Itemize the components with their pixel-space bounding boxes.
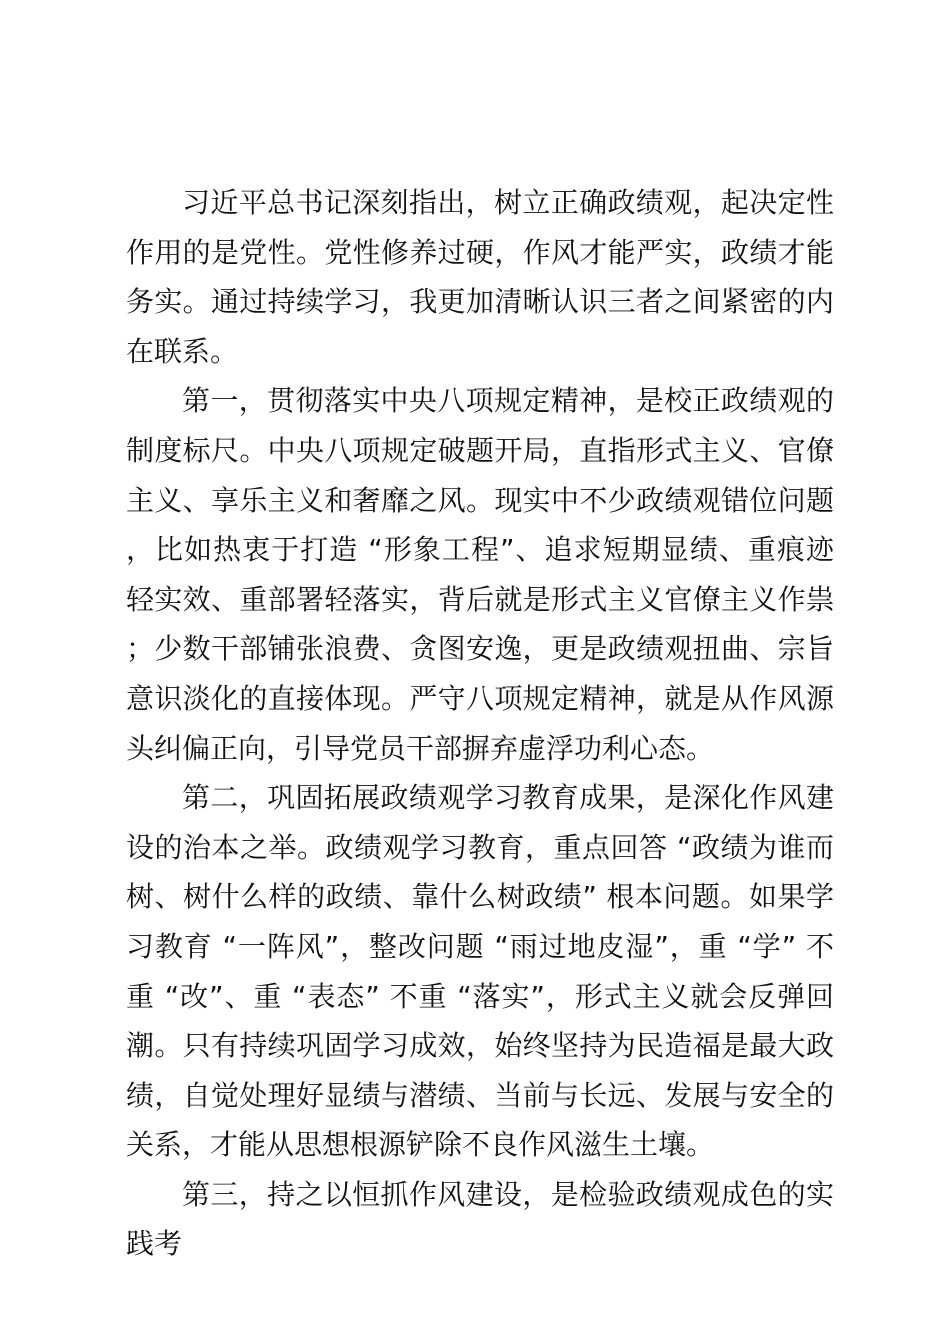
paragraph-third-point: 第三，持之以恒抓作风建设，是检验政绩观成色的实践考: [126, 1177, 834, 1261]
paragraph-first-point: 第一，贯彻落实中央八项规定精神，是校正政绩观的制度标尺。中央八项规定破题开局，直指形式主义、官僚主义、享乐主义和奢靡之风。现实中不少政绩观错位问题，比如热衷于打造 “形象工程”、追求短期显绩、重痕迹轻实效、重部署轻落实，背后就是形式主义官僚主义作祟；少数干部铺张浪费、贪图安逸，更是政绩观扭曲、宗旨意识淡化的直接体现。严守八项规定精神，就是从作风源头纠偏正向，引导党员干部摒弃虚浮功利心态。: [126, 384, 834, 765]
paragraph-second-point: 第二，巩固拓展政绩观学习教育成果，是深化作风建设的治本之举。政绩观学习教育，重点回答 “政绩为谁而树、树什么样的政绩、靠什么树政绩” 根本问题。如果学习教育 “一阵风”，整改问题 “雨过地皮湿”，重 “学” 不重 “改”、重 “表态” 不重 “落实”，形式主义就会反弹回潮。只有持续巩固学习成效，始终坚持为民造福是最大政绩，自觉处理好显绩与潜绩、当前与长远、发展与安全的关系，才能从思想根源铲除不良作风滋生土壤。: [126, 781, 834, 1162]
document-body: [126, 178, 834, 1269]
paragraph-intro: 习近平总书记深刻指出，树立正确政绩观，起决定性作用的是党性。党性修养过硬，作风才能严实，政绩才能务实。通过持续学习，我更加清晰认识三者之间紧密的内在联系。: [126, 186, 834, 368]
